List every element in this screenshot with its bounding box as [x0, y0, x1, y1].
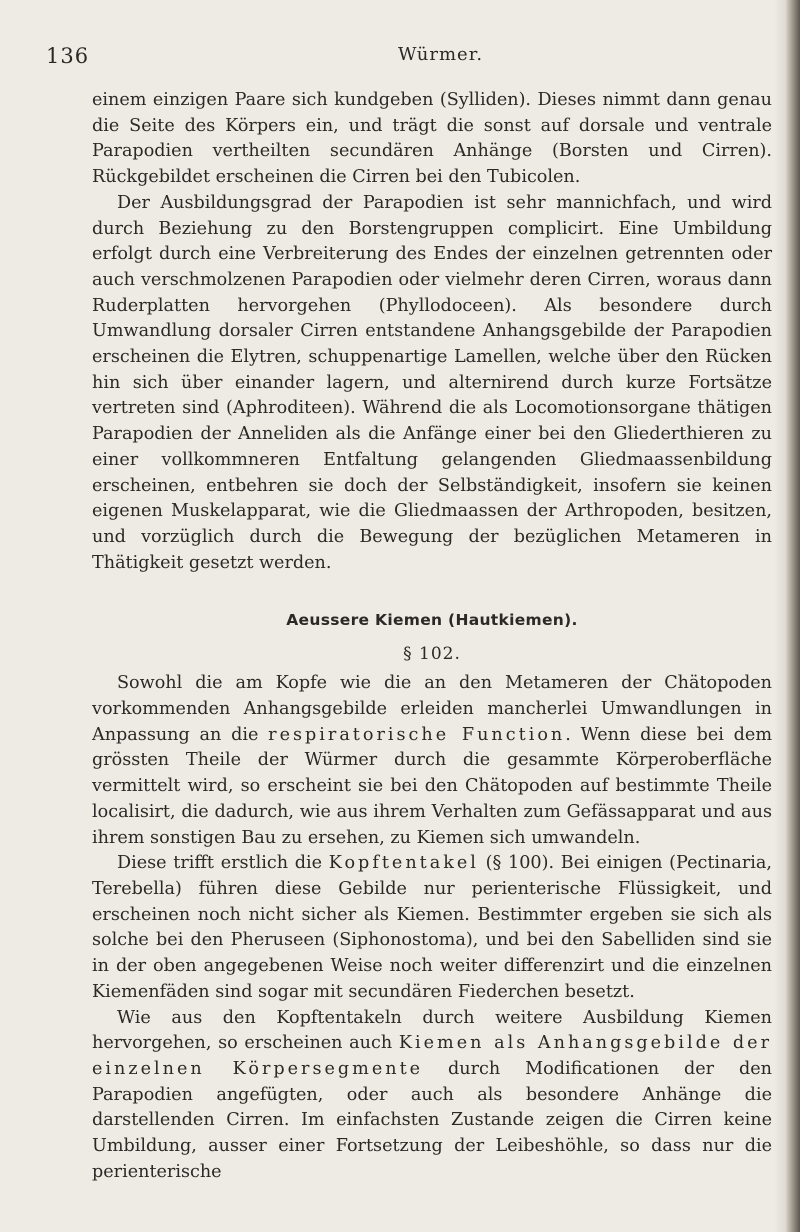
- paragraph-1: einem einzigen Paare sich kundgeben (Sylliden). Dieses nimmt dann genau die Seite des Körpers ein, und trägt die sonst auf dorsale und ventrale Parapodien vertheilten secundären Anhänge (Borsten und Cirren). Rückgebildet erscheinen die Cirren bei den Tubicolen.: [92, 90, 772, 188]
- paragraph-3-text-b: . Wenn diese bei dem grössten Theile der Würmer durch die gesammte Körperoberfläche vermittelt wird, so erscheint sie bei den Chätopoden auf bestimmte Theile localisirt, die dadurch, wie aus ihrem Verhalten zum Gefässapparat und aus ihrem sonstigen Bau zu ersehen, zu Kiemen sich umwandeln.: [92, 724, 772, 848]
- paragraph-5-text-a: Wie aus den Kopftentakeln durch weitere Ausbildung Kiemen hervorgehen, so erscheinen auch: [92, 1007, 772, 1054]
- section-heading: Aeussere Kiemen (Hautkiemen).: [286, 611, 578, 630]
- paragraph-5-text-b: durch Modificationen der den Parapodien angefügten, oder auch als besondere Anhänge die darstellenden Cirren. Im einfachsten Zustande zeigen die Cirren keine Umbildung, ausser einer Fortsetzung der Leibeshöhle, so dass nur die perienterische: [92, 1058, 772, 1182]
- paragraph-2: Der Ausbildungsgrad der Parapodien ist sehr mannichfach, und wird durch Beziehung zu den Borstengruppen complicirt. Eine Umbildung erfolgt durch eine Verbreiterung des Endes der einzelnen getrennten oder auch verschmolzenen Parapodien oder vielmehr deren Cirren, woraus dann Ruderplatten hervorgehen (Phyllodoceen). Als besondere durch Umwandlung dorsaler Cirren entstandene Anhangsgebilde der Parapodien erscheinen die Elytren, schuppenartige Lamellen, welche über den Rücken hin sich über einander lagern, und alternirend durch kurze Fortsätze vertreten sind (Aphroditeen). Während die als Locomotionsorgane thätigen Parapodien der Anneliden als die Anfänge einer bei den Gliederthieren zu einer vollkommneren Entfaltung gelangenden Gliedmaassenbildung erscheinen, entbehren sie doch der Selbständigkeit, insofern sie keinen eigenen Muskelapparat, wie die Gliedmaassen der Arthropoden, besitzen, und vorzüglich durch die Bewegung der bezüglichen Metameren in Thätigkeit gesetzt werden.: [92, 192, 772, 573]
- paragraph-3-text-a: Sowohl die am Kopfe wie die an den Metameren der Chätopoden vorkommenden Anhangsgebilde erleiden mancherlei Umwandlungen in Anpassung an die: [92, 673, 772, 745]
- paragraph-5: [92, 1006, 772, 1186]
- paragraph-4-emphasis: Kopftentakel: [328, 853, 479, 874]
- paragraph-3: [92, 671, 772, 851]
- page-gutter-shadow: [774, 0, 786, 1232]
- paragraph-4: [92, 851, 772, 1005]
- page-edge: [786, 0, 800, 1232]
- page-number: 136: [46, 44, 90, 68]
- section-number: § 102.: [403, 644, 461, 665]
- paragraph-5-emphasis: Kiemen als Anhangsgebilde der einzelnen Körpersegmente: [92, 1033, 772, 1079]
- running-head: [0, 44, 800, 74]
- paragraph-4-text-b: (§ 100). Bei einigen (Pectinaria, Terebella) führen diese Gebilde nur perienterische Flüssigkeit, und erscheinen noch nicht sicher als Kiemen. Bestimmter ergeben sie sich als solche bei den Pheruseen (Siphonostoma), und bei den Sabelliden sind sie in der oben angegebenen Weise noch weiter differenzirt und die einzelnen Kiemenfäden sind sogar mit secundären Fiederchen besetzt.: [92, 853, 772, 1002]
- paragraph-3-emphasis: respiratorische Function: [268, 724, 566, 745]
- body-text: [92, 88, 772, 1185]
- running-title: Würmer.: [398, 44, 484, 65]
- paragraph-4-text-a: Diese trifft erstlich die: [117, 853, 329, 874]
